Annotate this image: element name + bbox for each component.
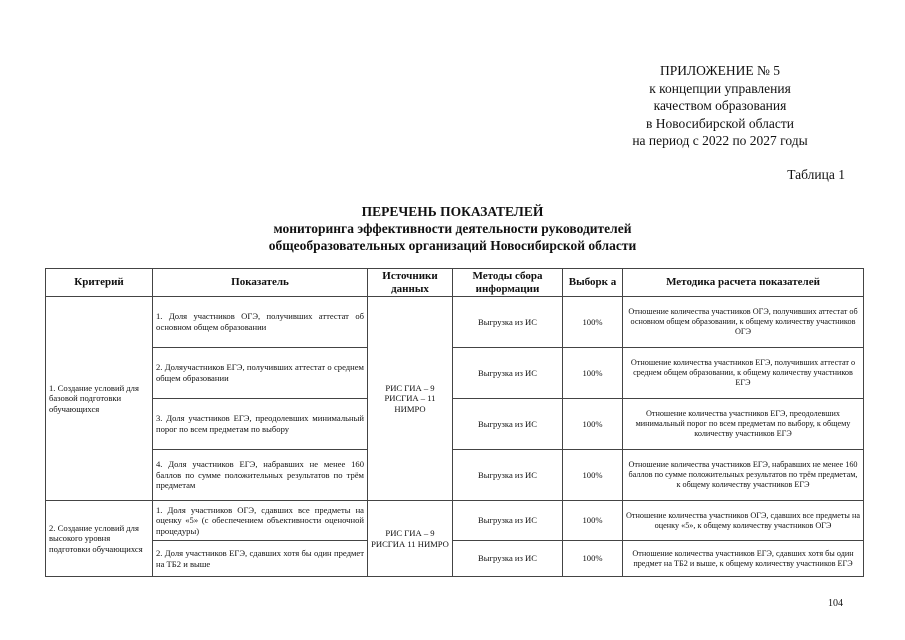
indicator-cell: 3. Доля участников ЕГЭ, преодолевших минимальный порог по всем предметам по выбору: [153, 399, 368, 450]
appendix-line: качеством образования: [653, 98, 787, 113]
method-cell: Выгрузка из ИС: [453, 450, 563, 501]
title-line-3: общеобразовательных организаций Новосибирской области: [268, 238, 637, 253]
header-criterion: Критерий: [46, 269, 153, 297]
indicator-cell: 1. Доля участников ОГЭ, сдавших все предметы на оценку «5» (с обеспечением объективности оценочной процедуры): [153, 501, 368, 541]
indicator-cell: 2. Доляучастников ЕГЭ, получивших аттестат о среднем общем образовании: [153, 348, 368, 399]
title-line-1: ПЕРЕЧЕНЬ ПОКАЗАТЕЛЕЙ: [361, 204, 544, 219]
indicator-cell: 1. Доля участников ОГЭ, получивших аттестат об основном общем образовании: [153, 297, 368, 348]
appendix-header: [605, 62, 835, 150]
method-cell: Выгрузка из ИС: [453, 501, 563, 541]
header-sources: Источники данных: [368, 269, 453, 297]
indicator-cell: 4. Доля участников ЕГЭ, набравших не менее 160 баллов по сумме положительных результатов по трём предметам: [153, 450, 368, 501]
method-cell: Выгрузка из ИС: [453, 297, 563, 348]
appendix-line: на период с 2022 по 2027 годы: [632, 133, 808, 148]
table-row: [46, 297, 864, 348]
page-number: 104: [828, 598, 843, 609]
sample-cell: 100%: [563, 399, 623, 450]
indicator-cell: 2. Доля участников ЕГЭ, сдавших хотя бы один предмет на ТБ2 и выше: [153, 541, 368, 577]
sample-cell: 100%: [563, 541, 623, 577]
title-line-2: мониторинга эффективности деятельности руководителей: [273, 221, 632, 236]
appendix-line: к концепции управления: [649, 80, 791, 96]
calc-cell: Отношение количества участников ОГЭ, сдавших все предметы на оценку «5», к общему количеству участников ОГЭ: [623, 501, 864, 541]
calc-cell: Отношение количества участников ЕГЭ, преодолевших минимальный порог по всем предметам по выбору, к общему количеству участников ЕГЭ: [623, 399, 864, 450]
method-cell: Выгрузка из ИС: [453, 541, 563, 577]
table-row: [46, 501, 864, 541]
indicators-table: [45, 268, 864, 577]
calc-cell: Отношение количества участников ЕГЭ, сдавших хотя бы один предмет на ТБ2 и выше, к общему количеству участников ЕГЭ: [623, 541, 864, 577]
table-label: Таблица 1: [787, 167, 845, 182]
sample-cell: 100%: [563, 450, 623, 501]
sample-cell: 100%: [563, 297, 623, 348]
header-methods: Методы сбора информации: [453, 269, 563, 297]
appendix-line: ПРИЛОЖЕНИЕ № 5: [659, 63, 781, 78]
table-row: [46, 399, 864, 450]
table-row: [46, 450, 864, 501]
table-header-row: [46, 269, 864, 297]
method-cell: Выгрузка из ИС: [453, 399, 563, 450]
sources-cell: РИС ГИА – 9 РИСГИА 11 НИМРО: [368, 501, 453, 577]
header-calc: Методика расчета показателей: [623, 269, 864, 297]
method-cell: Выгрузка из ИС: [453, 348, 563, 399]
calc-cell: Отношение количества участников ЕГЭ, набравших не менее 160 баллов по сумме положительных результатов по трём предметам, к общему количеству участников ЕГЭ: [623, 450, 864, 501]
criterion-cell: 2. Создание условий для высокого уровня подготовки обучающихся: [46, 501, 153, 577]
header-sample: Выборк а: [563, 269, 623, 297]
calc-cell: Отношение количества участников ОГЭ, получивших аттестат об основном общем образовании, к общему количеству участников ОГЭ: [623, 297, 864, 348]
header-indicator: Показатель: [153, 269, 368, 297]
document-title: [0, 203, 905, 254]
table-row: [46, 348, 864, 399]
sample-cell: 100%: [563, 501, 623, 541]
sources-cell: РИС ГИА – 9 РИСГИА – 11 НИМРО: [368, 297, 453, 501]
criterion-cell: 1. Создание условий для базовой подготовки обучающихся: [46, 297, 153, 501]
table-row: [46, 541, 864, 577]
sample-cell: 100%: [563, 348, 623, 399]
appendix-line: в Новосибирской области: [645, 115, 795, 131]
calc-cell: Отношение количества участников ЕГЭ, получивших аттестат о среднем общем образовании, к общему количеству участников ЕГЭ: [623, 348, 864, 399]
